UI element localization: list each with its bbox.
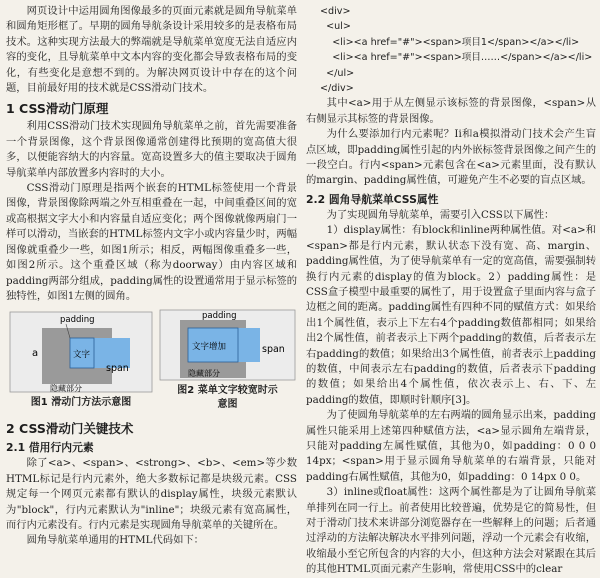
code-line: </div> <box>320 83 354 95</box>
figures-row <box>6 308 297 416</box>
fig2-text-label: 文字增加 <box>192 342 227 353</box>
code-line: <li><a href="#"><span>项目……</span></a></li> <box>320 52 593 64</box>
figure-2-diagram <box>158 308 297 382</box>
section-1-paragraph-1: 利用CSS滑动门技术实现圆角导航菜单之前，首先需要准备一个背景图像，这个背景图像通常创建得比预期的宽高值大很多，以便能容纳大的内容量。宽高设置多大的值主要取决于圆角导航菜单内部放置多内容时的大小。 <box>6 120 297 179</box>
fig1-text-label: 文字 <box>73 350 91 361</box>
paragraph-after-code: 其中<a>用于从左侧显示该标签的背景图像，<span>从右侧显示其标签的背景图像。 <box>306 97 596 125</box>
code-line: <ul> <box>320 21 351 33</box>
html-code-block <box>306 4 596 96</box>
section-2-1-heading: 2.1 借用行内元素 <box>6 441 94 455</box>
section-2-2-padding-usage: 为了使圆角导航菜单的左右两端的圆角显示出来，padding属性只能采用上述第四种赋值方法，<a>显示圆角左端背景，只能对padding左属性赋值，其他为0，如padding：0 0 0 14px；<span>用于显示圆角导航菜单的右端背景，只能对padding右属性赋值，其他为0，如padding：0 14px 0 0。 <box>306 409 596 483</box>
fig2-span-label: span <box>262 344 285 356</box>
fig2-padding-label: padding <box>202 311 237 322</box>
paragraph-why-inline: 为什么要添加行内元素呢？Ii和a模拟滑动门技术会产生盲点区域，即padding属性引起的内外嵌标签背景图像之间产生的一段空白。行内<span>元素包含在<a>元素里面，没有默认的margin、padding属性值，可避免产生不必要的盲点区域。 <box>306 128 596 187</box>
section-2-heading: 2 CSS滑动门关键技术 <box>6 421 134 437</box>
code-line: <li><a href="#"><span>项目1</span></a></li> <box>320 36 580 48</box>
section-2-2-intro: 为了实现圆角导航菜单，需要引入CSS以下属性： <box>326 208 555 221</box>
section-2-2-heading: 2.2 圆角导航菜单CSS属性 <box>306 192 439 206</box>
intro-paragraph: 网页设计中运用圆角图像最多的页面元素就是圆角导航菜单和圆角矩形框了。早期的圆角导航条设计采用较多的是表格布局技术。这种实现方法最大的弊端就是导航菜单宽度无法自适应内容的变化，且导航菜单中文本内容的变化都会导致表格布局的变化，有些变化是意想不到的。为解决网页设计中存在的这个问题，目前最好用的技术就是CSS滑动门技术。 <box>6 5 297 95</box>
left-column <box>6 4 297 549</box>
fig1-a-label: a <box>32 348 39 360</box>
fig1-hidden-label: 隐藏部分 <box>50 384 82 394</box>
right-column <box>306 4 596 578</box>
section-2-2-item-3: 3）inline或float属性：这两个属性都是为了让圆角导航菜单排列在同一行上。前者使用比较普遍，优势是它的简易性，但对于滑动门技术来讲部分浏览器存在一些解释上的问题；后者通过浮动的方法解决解决水平排列问题，浮动一个元素会有收缩，收缩最小至它所包含的内容的大小，但这种方法会对紧跟在其后的其他HTML页面元素产生影响，常使用CSS中的clear <box>306 486 596 576</box>
figure-2 <box>158 308 297 411</box>
figure-1-diagram <box>6 308 156 396</box>
section-2-2-item-1-2: 1）display属性：有block和inline两种属性值。对<a>和<span>都是行内元素，默认状态下没有宽、高、margin、padding属性值，为了使导航菜单有一定的宽高值，需要强制转换行内元素的display的值为block。2）padding属性：是CSS盒子模型中最重要的属性了，用于设置盒子里面内容与盒子边框之间的距离。padding属性有四种不同的赋值方式：如果给出1个属性值，表示上下左右4个padding数值都相同；如果给出2个属性值，前者表示上下两个padding的数值，后者表示左右padding的数值；如果给出3个属性值，前者表示上padding的数值，中间表示左右padding的数值，后者表示下padding的数值；如果给出4个属性值，依次表示上、右、下、左padding的数值，即顺时针顺序[3]。 <box>306 224 596 406</box>
code-line: <div> <box>320 6 351 17</box>
section-2-1-paragraph-1: 除了<a>、<span>、<strong>、<b>、<em>等少数HTML标记是行内元素外，绝大多数标记都是块级元素。CSS规定每一个网页元素都有默认的display属性，块级元素默认为"block"，行内元素默认为"inline"；块级元素有宽高属性，而行内元素没有。行内元素是实现圆角导航菜单的关键所在。 <box>6 457 297 531</box>
figure-1 <box>6 308 156 409</box>
code-line: </ul> <box>320 67 355 79</box>
section-2-1-paragraph-2: 圆角导航菜单通用的HTML代码如下： <box>26 534 204 547</box>
section-1-paragraph-2: CSS滑动门原理是指两个嵌套的HTML标签使用一个背景图像，背景图像除两端之外互相重叠在一起，中间重叠区间的宽或高根据文字大小和内容量自适应变化；两个图像就像两扇门一样可以滑动，当嵌套的HTML标签内文字小或内容量少时，两幅图像就重叠少一些，如图1所示；相反，两幅图像重叠多一些，如图2所示。这个重叠区域（称为doorway）由内容区域和padding两部分组成，padding属性的设置通常用于显示标签的独特性，如图1左侧的圆角。 <box>6 182 297 302</box>
section-1-heading: 1 CSS滑动门原理 <box>6 101 109 117</box>
fig2-hidden-label: 隐藏部分 <box>188 369 220 379</box>
figure-1-caption: 图1 滑动门方法示意图 <box>30 397 132 409</box>
figure-2-caption-line-1: 图2 菜单文字较宽时示 <box>177 385 278 397</box>
fig1-span-label: span <box>106 363 129 375</box>
fig1-padding-label: padding <box>60 315 95 326</box>
figure-2-caption-line-2: 意图 <box>217 399 238 411</box>
